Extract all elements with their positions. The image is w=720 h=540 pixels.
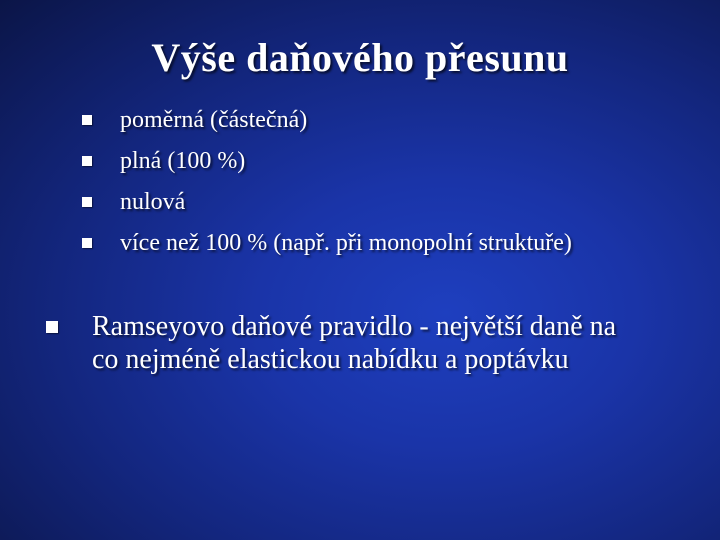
list-item <box>80 104 572 145</box>
list-item <box>40 310 692 376</box>
square-bullet-icon <box>82 197 92 207</box>
square-bullet-icon <box>82 238 92 248</box>
square-bullet-icon <box>82 156 92 166</box>
square-bullet-icon <box>46 321 58 333</box>
square-bullet-icon <box>82 115 92 125</box>
main-bullet-list <box>40 310 692 376</box>
main-item-line-1: Ramseyovo daňové pravidlo - největší daně na <box>92 311 617 342</box>
main-item-line-2: co nejméně elastickou nabídku a poptávku <box>92 344 569 375</box>
list-item-text: nulová <box>120 189 186 215</box>
list-item-text: plná (100 %) <box>120 148 246 174</box>
slide-title: Výše daňového přesunu <box>151 35 569 80</box>
list-item <box>80 227 572 268</box>
list-item <box>80 186 572 227</box>
list-item-text: více než 100 % (např. při monopolní struktuře) <box>120 230 572 256</box>
list-item-text: poměrná (částečná) <box>120 107 308 133</box>
sub-bullet-list <box>80 104 572 268</box>
list-item <box>80 145 572 186</box>
